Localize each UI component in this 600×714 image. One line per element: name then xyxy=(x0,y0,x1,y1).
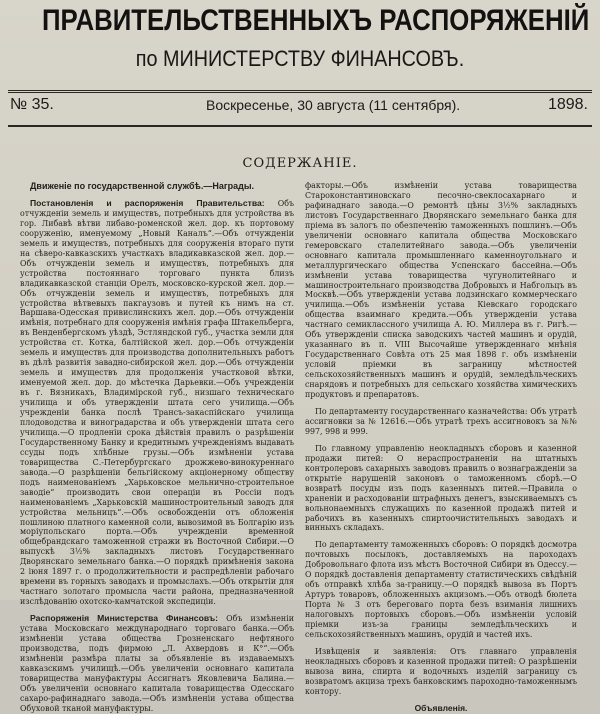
section-heading-service: Движеніе по государственной службѣ.—Награды. xyxy=(30,181,255,191)
paragraph-continued: факторы.—Объ измѣненіи устава товарищества Староконстантиновскаго песочно-свеклосахарнаго и рафинаднаго завода.—О ремонтѣ цѣны 3½% закладныхъ листовъ Государственнаго Дворянскаго земельнаго банка для пріема въ залогъ по обезпеченію таможенныхъ пошлинъ.—Объ увеличеніи основнаго капитала общества Московскаго гемеровскаго сталелитейнаго завода.—Объ увеличеніи основнаго капитала промышленнаго каменноугольнаго и металлургическаго общества Успенскаго бассейна.—Объ измѣненіи устава товарищества чугунолитейнаго и машиностроительнаго производства Добровыхъ и Набгольцъ въ Москвѣ.—Объ утвержденіи устава лодзинскаго коммерческаго училища.—Объ измѣненіи устава Кіевскаго городскаго общества взаимнаго кредита.—Объ утвержденіи устава частнаго семиклассного училища А. Ю. Миллера въ г. Ригѣ.—Объ утвержденіи списка заводскихъ частей машинъ и орудій, указаннаго въ п. VIII Высочайше утвержденнаго мнѣнія Государственнаго Совѣта отъ 25 мая 1898 г. объ измѣненіи условій пріемки въ заграницу мѣстностей сельскохозяйственныхъ машинъ и орудій, земледѣльческихъ снарядовъ и потребныхъ для сельскаго хозяйства химическихъ продуктовъ и препаратовъ. xyxy=(305,181,577,400)
masthead-rule xyxy=(8,90,592,93)
paragraph-heading: Постановленія и распоряженія Правительства: xyxy=(30,198,265,208)
advertisements-heading: Объявленія. xyxy=(414,702,468,713)
paragraph-treasury: По департаменту государственнаго казначейства: Объ утратѣ ассигновки за № 12616.—Объ утратѣ трехъ ассигновокъ за №№ 997, 998 и 999. xyxy=(305,406,577,436)
issue-year: 1898. xyxy=(547,96,588,113)
paragraph-heading: Распоряженія Министерства Финансовъ: xyxy=(30,613,219,624)
issue-number: № 35. xyxy=(10,96,54,113)
masthead-subtitle: по МИНИСТЕРСТВУ ФИНАНСОВЪ. xyxy=(135,46,465,71)
paragraph-text: Объ измѣненіи устава Московскаго международнаго торговаго банка.—Объ измѣненіи устава общества Грозненскаго нефтяного производства, подъ фирмою „Л. Ахвердовъ и К°“.—Объ измѣненіи размѣра платы за объявленіе въ издаваемыхъ кавказскимъ училищѣ.—Объ увеличеніи основнаго капитала товарищества мануфактуры Ассигнатъ Яковлевича Балина.—Объ увеличеніи основнаго капитала товарищества Одесскаго сахаро-рафинаднаго завода.—Объ измѣненіи устава общества Обуховой тканой мануфактуры. xyxy=(20,614,294,713)
issue-date: Воскресенье, 30 августа (11 сентября). xyxy=(206,97,461,113)
right-column xyxy=(305,181,577,714)
paragraph-customs: По департаменту таможенныхъ сборовъ: О порядкѣ досмотра почтовыхъ посылокъ, доставляемыхъ на пароходахъ Добровольнаго флота изъ мѣстъ Восточной Сибири въ Одессу.—О порядкѣ доставленія департаменту статистическихъ свѣдѣній объ отправкѣ хлѣба за-границу.—О порядкѣ вывоза въ Портъ Артуръ товаровъ, обложенныхъ акцизомъ.—Объ отводѣ бюлета Порта № 3 отъ береговаго порта безъ взиманія лишнихъ налоговыхъ портовыхъ сборовъ.—Объ измѣненіи условій пріемки изъ-за границы земледѣльческихъ и сельскохозяйственныхъ машинъ, орудій и частей ихъ. xyxy=(305,540,577,639)
masthead-title: ПРАВИТЕЛЬСТВЕННЫХЪ РАСПОРЯЖЕНІЙ xyxy=(42,4,590,37)
issue-line xyxy=(10,96,588,118)
contents-heading: СОДЕРЖАНІЕ. xyxy=(242,156,358,171)
left-column xyxy=(20,181,294,714)
paragraph-government-orders xyxy=(20,199,294,607)
paragraph-ministry-orders xyxy=(20,614,294,714)
paragraph-excise: По главному управленію неокладныхъ сборовъ и казенной продажи питей: О нераспространеніи на штатныхъ контролеровъ сахарныхъ заводовъ правилъ о вознагражденіи за открытіе нарушеній законовъ о таможенномъ сборѣ.—О возвратѣ посуды изъ подъ казенныхъ питей.—Правила о храненіи и расходованіи штрафныхъ денегъ, взыскиваемыхъ съ вольнонаемныхъ служащихъ по казенной продажѣ питей и рабочихъ въ казенныхъ спиртоочистительныхъ заводахъ и винныхъ складахъ. xyxy=(305,443,577,533)
issue-rule xyxy=(8,125,592,127)
paragraph-text: Объ отчужденіи земель и имуществъ, потребныхъ для устройства въ гор. Либавѣ вѣтви либаво-роменской жел. дор. къ портовому сооруженію, именуемому „Новый Каналъ“.—Объ отчужденіи земель и имуществъ, потребныхъ для сооруженія втораго пути на сѣверо-кавказскихъ участкахъ владикавказской жел. дор.—Объ отчужденіи земель и имуществъ, потребныхъ для устройства постояннаго торговаго пункта близъ владикавказской станціи Орелъ, московско-курской жел. дор.—Объ отчужденіи земель и имуществъ, потребныхъ для устройства вѣтвевыхъ пакгаузовъ и путей къ нимъ на ст. Варшава-Одесская привислинскихъ жел. дор.—Объ отчужденіи имѣнія, потребнаго для сооруженія имѣнія графа Штакельберга, въ Венденбергскомъ уѣздѣ, Эстляндской губ., участка земли для устройства ст. Котка, балтійской жел. дор.—Объ отчужденіи земель и имуществъ для производства дополнительныхъ работъ въ дѣлѣ развитія завадно-сибирской жел. дор.—Объ отчужденіи земель и имуществъ для продолженія участковой вѣтки, именуемой жел. дор. до мѣстечка Дарьевки.—Объ учрежденіи въ г. Вязникахъ, Владимірской губ., низшаго техническаго училища и объ утвержденіи штата сего училища.—Объ учрежденіи банка послѣ Трансъ-закаспійскаго училища плодоводства и виноградарства и объ утвержденіи штата сего училища.—О продленіи срока дѣйствія правилъ о разрѣшеніи Государственному Банку и кредитнымъ учрежденіямъ выдавать ссуды подъ хлѣбные грузы.—Объ измѣненіи устава товарищества С.-Петербургскаго дрожжево-винокуреннаго завода.—О разрѣшеніи бельгійскому акціонерному обществу подъ наименованіемъ „Харьковское мельнично-строительное заводіе“ производить свои операціи въ Россіи подъ наименованіемъ „Харьковскій машиностроительный заводъ для устройства мельницъ“.—Объ освобожденіи отъ обложенія пошлиною платного каменной соли, вывозимой въ Болгарію изъ моріупольскаго порта.—Объ учрежденіи временной общебрандскаго таможенной стражи въ Восточной Сибири.—О выпускѣ 3½% закладныхъ листовъ Государственнаго Дворянскаго земельнаго банка.—О порядкѣ примѣненія закона 2 іюня 1897 г. о продолжительности и распредѣленіи рабочаго времени въ горныхъ заводахъ и промыслахъ.—Объ открытіи для частнаго золотаго промысла части района, предназначенной изслѣдованію охотско-камчатской экспедиціи. xyxy=(20,199,294,607)
paragraph-notices: Извѣщенія и заявленія: Отъ главнаго управленія неокладныхъ сборовъ и казенной продажи питей: О разрѣшеніи вывоза вина, спирта и водочныхъ изделій заграницу съ возвратомъ акциза трехъ банковскимъ пароходно-таможеннымъ контору. xyxy=(305,646,577,696)
